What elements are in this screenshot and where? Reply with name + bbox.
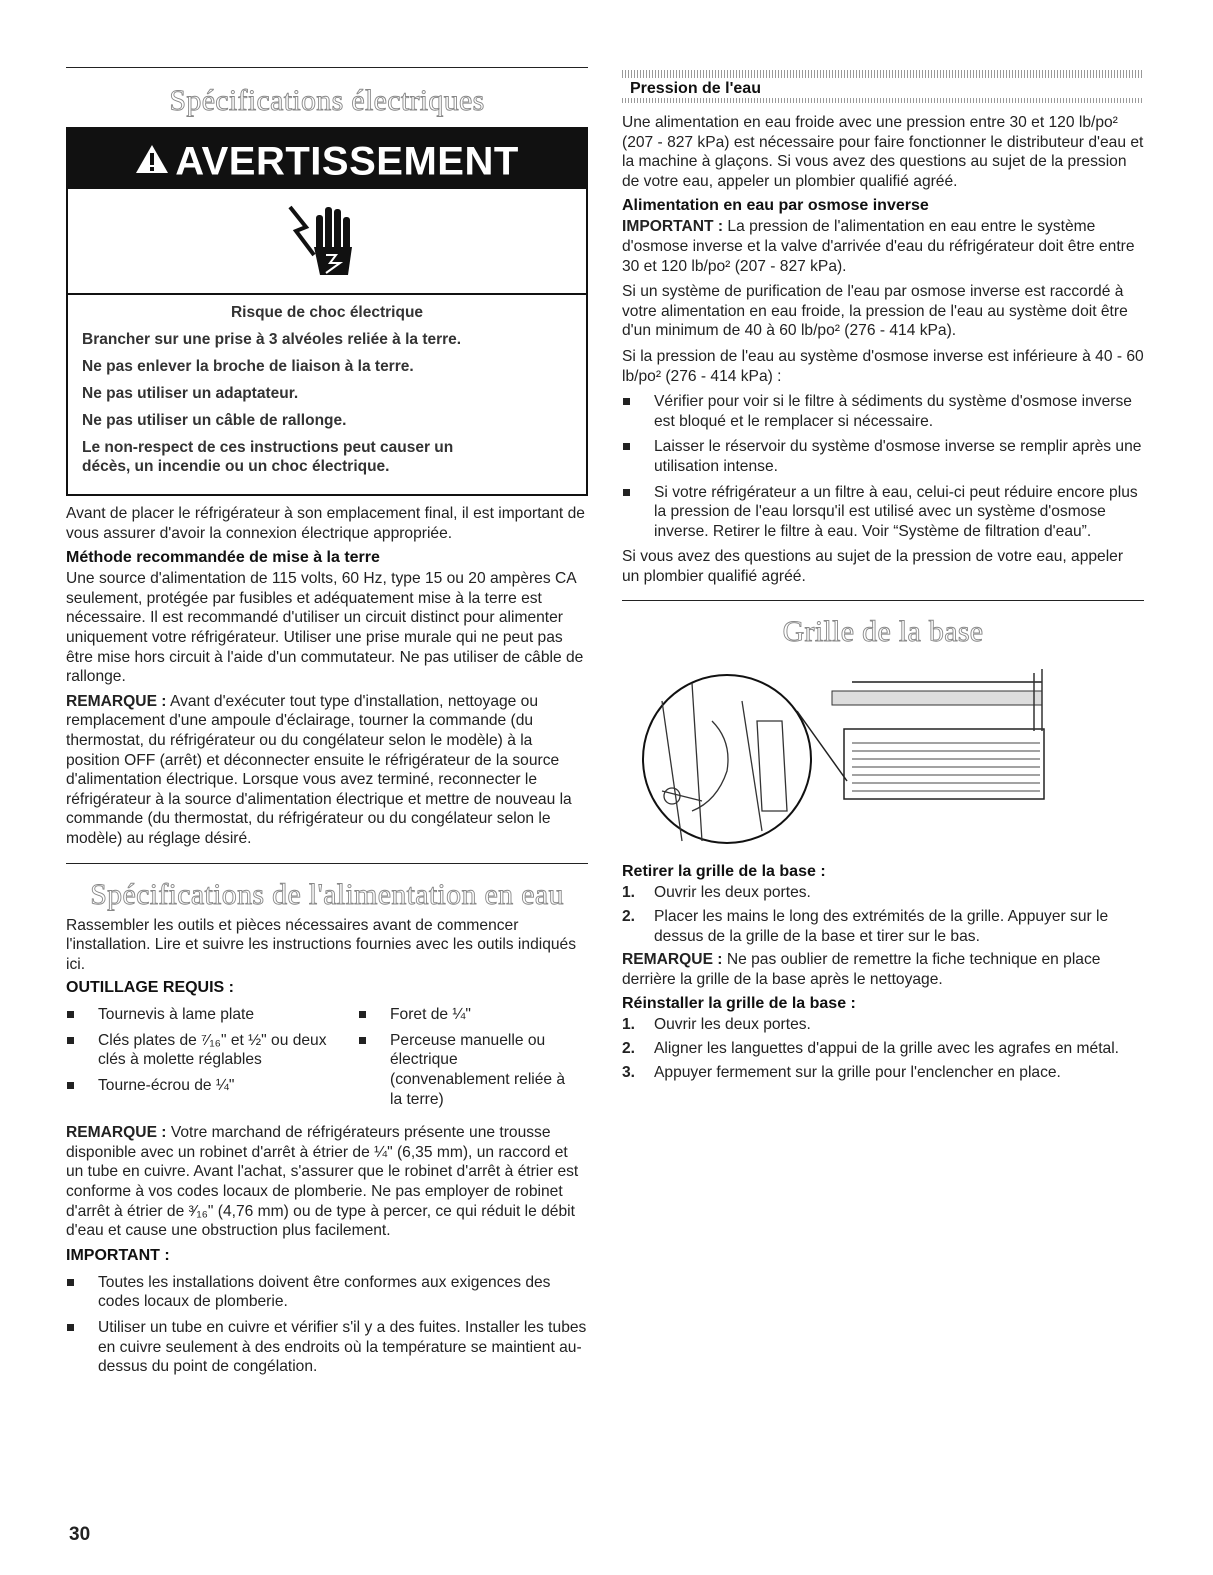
left-column (66, 0, 588, 1383)
list-item: Toutes les installations doivent être conformes aux exigences des codes locaux de plomberie. (66, 1273, 588, 1312)
osmosis-paragraph: Si vous avez des questions au sujet de la pression de votre eau, appeler un plombier qualifié agréé. (622, 548, 1124, 585)
list-item: Clés plates de ⁷⁄₁₆" et ½" ou deux clés à molette réglables (66, 1031, 358, 1070)
osmosis-list (622, 392, 1144, 541)
warning-line: Ne pas utiliser un câble de rallonge. (82, 412, 347, 429)
electric-shock-hand-icon (68, 189, 586, 295)
warning-triangle-icon (135, 131, 169, 191)
list-item: 3. Appuyer fermement sur la grille pour l'enclencher en place. (622, 1063, 1061, 1081)
list-item: 2. Placer les mains le long des extrémités de la grille. Appuyer sur le dessus de la grille de la base et tirer sur le bas. (622, 908, 1109, 945)
grille-illustration (622, 661, 1144, 851)
osmosis-paragraph: Si la pression de l'eau au système d'osmose inverse est inférieure à 40 - 60 lb/po² (276 - 414 kPa) : (622, 347, 1144, 385)
section-rule (66, 863, 588, 864)
intro-paragraph: Avant de placer le réfrigérateur à son emplacement final, il est important de vous assurer d'avoir la connexion électrique appropriée. (66, 505, 585, 542)
remarque-paragraph: REMARQUE : Avant d'exécuter tout type d'installation, nettoyage ou remplacement d'une ampoule d'éclairage, tourner la commande (du thermostat, du réfrigérateur ou du congélateur selon le modèle) à la position OFF (arrêt) et déconnecter ensuite le réfrigérateur de la source d'alimentation électrique. Lorsque vous avez terminé, reconnecter le réfrigérateur à la source d'alimentation électrique et mettre de nouveau la commande (du thermostat, du réfrigérateur ou du congélateur selon le modèle) au réglage désiré. (66, 692, 572, 847)
section-title-water: Spécifications de l'alimentation en eau (90, 877, 564, 911)
warning-line: Brancher sur une prise à 3 alvéoles reliée à la terre. (82, 331, 462, 348)
remarque-paragraph: REMARQUE : Ne pas oublier de remettre la fiche technique en place derrière la grille de la base après le nettoyage. (622, 951, 1101, 988)
reinstall-steps (622, 1015, 1144, 1082)
section-title-grille: Grille de la base (782, 615, 984, 649)
list-item: Utiliser un tube en cuivre et vérifier s'il y a des fuites. Installer les tubes en cuivre seulement à des endroits où la température se maintient au-dessus du point de congélation. (66, 1318, 588, 1377)
remove-steps (622, 883, 1144, 946)
reinstall-heading: Réinstaller la grille de la base : (622, 995, 856, 1013)
section-title-electrical: Spécifications électriques (169, 84, 485, 117)
right-column (622, 0, 1144, 1086)
osmosis-heading: Alimentation en eau par osmose inverse (622, 197, 929, 215)
osmosis-paragraph: Si un système de purification de l'eau par osmose inverse est raccordé à votre alimentation en eau froide, la pression de l'eau au système doit être d'un minimum de 40 à 60 lb/po² (276 - 414 kPa). (622, 283, 1128, 340)
pressure-paragraph: Une alimentation en eau froide avec une pression entre 30 et 120 lb/po² (207 - 827 kPa) est nécessaire pour faire fonctionner le distributeur d'eau et la machine à glaçons. Si vous avez des questions au sujet de la pression de votre eau, appeler un plombier qualifié agréé. (622, 114, 1144, 190)
remove-heading: Retirer la grille de la base : (622, 863, 826, 881)
list-item: Tourne-écrou de ¼" (66, 1076, 358, 1096)
section-rule (622, 600, 1144, 601)
dotted-rule (622, 98, 1144, 103)
list-item: Si votre réfrigérateur a un filtre à eau, celui-ci peut réduire encore plus la pression de l'eau lorsqu'il est utilisé avec un système d'osmose inverse. Retirer le filtre à eau. Voir “Système de filtration d'eau”. (622, 483, 1144, 542)
warning-line: Ne pas utiliser un adaptateur. (82, 385, 299, 402)
important-list (66, 1273, 588, 1377)
warning-line: Le non-respect de ces instructions peut causer un décès, un incendie ou un choc électrique. (82, 439, 454, 475)
list-item: Tournevis à lame plate (66, 1005, 358, 1025)
warning-line: Risque de choc électrique (230, 304, 424, 321)
important-heading: IMPORTANT : (66, 1246, 170, 1264)
list-item: 1. Ouvrir les deux portes. (622, 884, 811, 902)
warning-line: Ne pas enlever la broche de liaison à la terre. (82, 358, 414, 375)
warning-box (66, 127, 588, 496)
water-intro: Rassembler les outils et pièces nécessaires avant de commencer l'installation. Lire et suivre les instructions fournies avec les outils indiqués ici. (66, 916, 577, 973)
list-item: Laisser le réservoir du système d'osmose inverse se remplir après une utilisation intense. (622, 437, 1144, 476)
pressure-heading: Pression de l'eau (630, 80, 761, 97)
list-item: 1. Ouvrir les deux portes. (622, 1016, 811, 1034)
warning-text (68, 295, 586, 494)
warning-header: AVERTISSEMENT (68, 129, 586, 189)
osmosis-important: IMPORTANT : La pression de l'alimentation en eau entre le système d'osmose inverse et la valve d'arrivée d'eau du réfrigérateur doit être entre 30 et 120 lb/po² (207 - 827 kPa). (622, 218, 1135, 275)
list-item: Vérifier pour voir si le filtre à sédiments du système d'osmose inverse est bloqué et le remplacer si nécessaire. (622, 392, 1144, 431)
page-number: 30 (69, 1524, 91, 1545)
tools-list (66, 1005, 588, 1115)
section-rule (66, 67, 588, 68)
list-item: Foret de ¼" (358, 1005, 568, 1025)
list-item: 2. Aligner les languettes d'appui de la grille avec les agrafes en métal. (622, 1040, 1120, 1058)
remarque-paragraph: REMARQUE : Votre marchand de réfrigérateurs présente une trousse disponible avec un robinet d'arrêt à étrier de ¼" (6,35 mm), un raccord et un tube en cuivre. Avant l'achat, s'assurer que le robinet d'arrêt à étrier est conforme à vos codes locaux de plomberie. Ne pas employer de robinet d'arrêt à étrier de ³⁄₁₆" (4,76 mm) ou de type à percer, ce qui réduit le débit d'eau et cause une obstruction plus facilement. (66, 1124, 579, 1240)
list-item: Perceuse manuelle ou électrique (convenablement reliée à la terre) (358, 1031, 568, 1109)
dotted-rule (622, 70, 1144, 78)
tools-heading: OUTILLAGE REQUIS : (66, 979, 234, 997)
method-paragraph: Une source d'alimentation de 115 volts, 60 Hz, type 15 ou 20 ampères CA seulement, protégée par fusibles et adéquatement mise à la terre est nécessaire. Il est recommandé d'utiliser un circuit distinct pour alimenter uniquement votre réfrigérateur. Utiliser une prise murale qui ne peut pas être mise hors circuit à l'aide d'un commutateur. Ne pas utiliser de câble de rallonge. (66, 570, 584, 686)
method-heading: Méthode recommandée de mise à la terre (66, 549, 380, 567)
tools-column-2 (358, 1005, 568, 1115)
tools-column-1 (66, 1005, 358, 1115)
